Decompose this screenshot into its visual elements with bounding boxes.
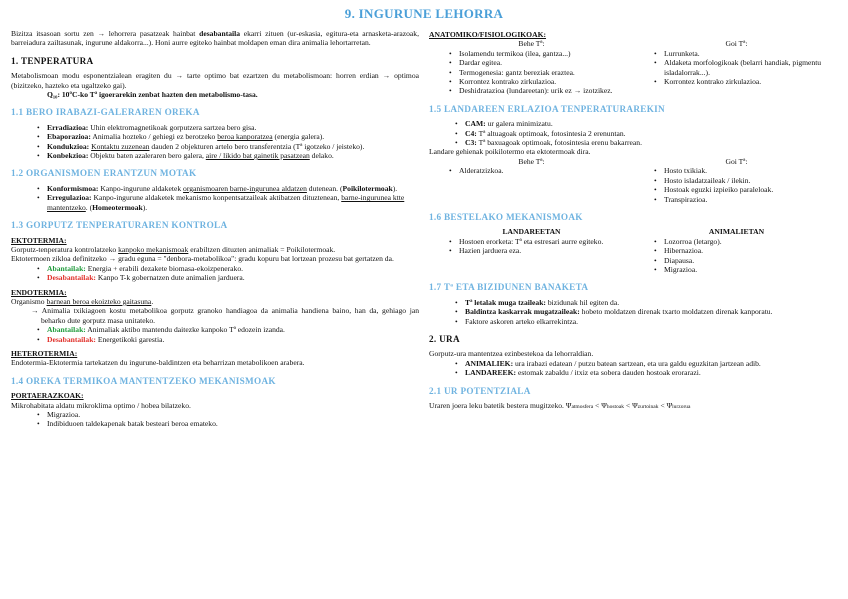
list-item: • Desabantailak: Kanpo T-k gobernatzen dute animalien jarduera. [47, 273, 419, 282]
section-1-3-heading: 1.3 GORPUTZ TENPERATURAREN KONTROLA [11, 220, 228, 231]
high-temp-heading: Goi Tª: [725, 156, 748, 166]
list-item: • Hostoak eguzki izpieiko paraleloak. [664, 185, 839, 194]
heat-exchange-list [11, 123, 419, 161]
list-item: • Hosto txikiak. [664, 166, 839, 175]
list-item: • Migrazioa. [664, 265, 839, 274]
section-1-1-heading: 1.1 BERO IRABAZI-GALERAREN OREKA [11, 107, 200, 118]
high-temp-column [634, 39, 839, 95]
list-item: • Termogenesia: gantz bereziak eraztea. [459, 68, 634, 77]
water-list [429, 359, 839, 378]
animals-column [634, 227, 839, 274]
section-2-1-heading: 2.1 UR POTENTZIALA [429, 385, 531, 396]
list-item: • Lozorroa (letargo). [664, 237, 839, 246]
water-paragraph: Gorputz-ura mantentzea ezinbestekoa da lehorraldian. [429, 349, 594, 359]
list-item: • Hostoen erorketa: Tª eta estresari aurre egiteko. [459, 237, 634, 246]
section-1-6-heading: 1.6 BESTELAKO MEKANISMOAK [429, 211, 583, 222]
low-temp-column [429, 39, 634, 95]
list-item: • Abantailak: Energia + erabili dezakete biomasa-ekoizpenerako. [47, 264, 419, 273]
heterothermy-heading: HETEROTERMIA: [11, 348, 78, 358]
section-1-5-heading: 1.5 LANDAREEN ERLAZIOA TENPERATURAREKIN [429, 103, 665, 114]
intro-text-end: ekarri zituen (ur-eskasia, egitura-eta arnasketa-arazoak, barreiadura zailtasunak, ingurune aldakorra...). Honi aurre egiteko hainbat moldapen eman dira animalia lehortarretan. [11, 29, 419, 48]
list-item: • Desabantailak: Energetikoki garestia. [47, 335, 419, 344]
response-types-list [11, 184, 419, 212]
list-item: • ANIMALIEK: ura irabazi edatean / putzu batean sartzean, eta ura galdu eguzkitan jartzean adib. [465, 359, 839, 368]
right-column [429, 30, 839, 412]
q10-definition: Q₁₀: 10ºC-ko Tª igoerarekin zenbat hazten den metabolismo-tasa. [47, 90, 258, 100]
list-item: • C3: Tª baxuagoak optimoak, fotosintesia erenu bakarrean. [465, 138, 839, 147]
plants-paragraph: Landare gehienak poikilotermo eta ektotermoak dira. [429, 147, 591, 157]
high-temp-heading: Goi Tª: [725, 39, 748, 49]
plants-column [429, 227, 634, 274]
list-item: • CAM: ur galera minimizatu. [465, 119, 839, 128]
list-item: • Deshidratazioa (lundareetan): urik ez → izotzikez. [459, 86, 634, 95]
list-item: • Diapausa. [664, 256, 839, 265]
low-temp-column [429, 157, 634, 204]
behavioral-heading: PORTAERAZKOAK: [11, 391, 84, 401]
plant-photosynthesis-list [429, 119, 839, 147]
water-potential-paragraph: Uraren joera leku batetik bestera mugitzeko. Ψatmosfera < Ψhostoak < Ψzurtoinak < Ψlurzorua [429, 401, 691, 410]
section-1-7-heading: 1.7 Tª ETA BIZIDUNEN BANAKETA [429, 282, 589, 293]
list-item: • Korrontez kontrako zirkulazioa. [664, 77, 839, 86]
animals-heading: ANIMALIETAN [708, 227, 765, 237]
section-2-heading: 2. URA [429, 333, 460, 344]
page-title: 9. INGURUNE LEHORRA [344, 6, 504, 21]
ectothermy-pros-cons [11, 264, 419, 283]
list-item: • Indibiduoen taldekapenak batak besteari beroa emateko. [47, 419, 419, 428]
list-item: • Erregulazioa: Kanpo-ingurune aldaketek mekanismo konpentsatzaileak aktibatzen dituztenean, barne-ingurunea ktte mantentzeko. (Homeotermoak). [47, 193, 419, 212]
intro-bold: desabantaila [199, 29, 241, 38]
degree-day-paragraph: Ektotermoen zikloa definitzeko → gradu eguna = "denbora-metabolikoa": gradu kopuru bat lortzean prozesu bat gertatzen da. [11, 254, 394, 264]
list-item: • Baldintza kaskarrak mugatzaileak: hobeto moldatzen direnak txarto moldatzen direnak kanporatu. [465, 307, 839, 316]
intro-text: Bizitza itsasoan sortu zen → lehorrera pasatzeak hainbat [11, 29, 200, 38]
list-item: • LANDAREEK: estomak zabaldu / itxiz eta sobera dauden hostoak erorarazi. [465, 368, 839, 377]
anatomical-heading: ANATOMIKO/FISIOLOGIKOAK: [429, 30, 547, 39]
list-item: • Erradiazioa: Uhin elektromagnetikoak gorputzera sartzea bero gisa. [47, 123, 419, 132]
list-item: • Hibernazioa. [664, 246, 839, 255]
other-mechanisms-columns [429, 227, 839, 274]
behavioral-list [11, 410, 419, 429]
behavioral-paragraph: Mikrohabitata aldatu mikroklima optimo / hobea bilatzeko. [11, 400, 191, 410]
list-item: • Konbekzioa: Objektu baten azaleraren bero galera, aire / likido bat gainetik pasatzean delako. [47, 151, 419, 160]
section-1-heading: 1. TENPERATURA [11, 55, 94, 66]
low-temp-heading: Behe Tª: [518, 39, 545, 49]
endothermy-paragraph: Organismo barnean beroa ekoizteko gaitasuna. [11, 296, 154, 306]
list-item: • Isolamendu termikoa (ilea, gantza...) [459, 49, 634, 58]
plants-heading: LANDAREETAN [502, 227, 561, 237]
high-temp-column [634, 157, 839, 204]
low-temp-heading: Behe Tª: [518, 156, 545, 166]
anatomical-columns [429, 39, 839, 95]
distribution-list [429, 298, 839, 326]
heterothermy-paragraph: Endotermia-Ektotermia tartekatzen du ingurune-baldintzen eta beharrizan metabolikoen arabera. [11, 358, 305, 368]
list-item: • Korrontez kontrako zirkulazioa. [459, 77, 634, 86]
section-1-paragraph: Metabolismoan modu esponentzialean eragiten du → tarte optimo bat ezartzen du metabolismoan: horren erdian → optimoa (bizitzeko, hazteko eta ugaltzeko gai). [11, 71, 419, 90]
ectothermy-heading: EKTOTERMIA: [11, 235, 67, 245]
list-item: • Hosto isladatzaileak / ilekin. [664, 176, 839, 185]
list-item: • Alderatzizkoa. [459, 166, 634, 175]
list-item: • Faktore askoren arteko elkarrekintza. [465, 317, 839, 326]
endothermy-arrow-note: → Animalia txikiagoen kostu metabolikoa gorputz granoko handiagoa da animalia handiena baino, han da, gehiago jan beharko dute gorputz masa unitateko. [31, 306, 419, 325]
list-item: • Migrazioa. [47, 410, 419, 419]
list-item: • Abantailak: Animaliak aktibo mantendu daitezke kanpoko Tª edozein izanda. [47, 325, 419, 334]
intro-paragraph [11, 29, 419, 48]
left-column [11, 29, 419, 429]
list-item: • C4: Tª altuagoak optimoak, fotosintesia 2 erenuntan. [465, 129, 839, 138]
list-item: • Hazien jarduera eza. [459, 246, 634, 255]
endothermy-heading: ENDOTERMIA: [11, 287, 67, 297]
list-item: • Tª letalak muga tzaileak: bizidunak hil egiten da. [465, 298, 839, 307]
section-1-4-heading: 1.4 OREKA TERMIKOA MANTENTZEKO MEKANISMOAK [11, 375, 276, 386]
list-item: • Lurrunketa. [664, 49, 839, 58]
list-item: • Konformismoa: Kanpo-ingurune aldaketek organismoaren barne-ingurunea aldatzen dutenean. (Poikilotermoak). [47, 184, 419, 193]
endothermy-pros-cons [11, 325, 419, 344]
ectothermy-paragraph: Gorputz-tenperatura kontrolatzeko kanpoko mekanismoak erabiltzen dituzten animaliak = Poikilotermoak. [11, 244, 336, 254]
list-item: • Aldaketa morfologikoak (belarri handiak, pigmentu isladalorrak...). [664, 58, 839, 77]
list-item: • Dardar egitea. [459, 58, 634, 67]
list-item: • Transpirazioa. [664, 195, 839, 204]
list-item: • Kondukzioa: Kontaktu zuzenean dauden 2 objekturen artelo bero transferentzia (Tª igotzeko / jeisteko). [47, 142, 419, 151]
list-item: • Ebaporazioa: Animalia hozteko / gehiegi ez berotzeko beroa kanporatzea (energia galera). [47, 132, 419, 141]
plant-temp-columns [429, 157, 839, 204]
section-1-2-heading: 1.2 ORGANISMOEN ERANTZUN MOTAK [11, 168, 197, 179]
